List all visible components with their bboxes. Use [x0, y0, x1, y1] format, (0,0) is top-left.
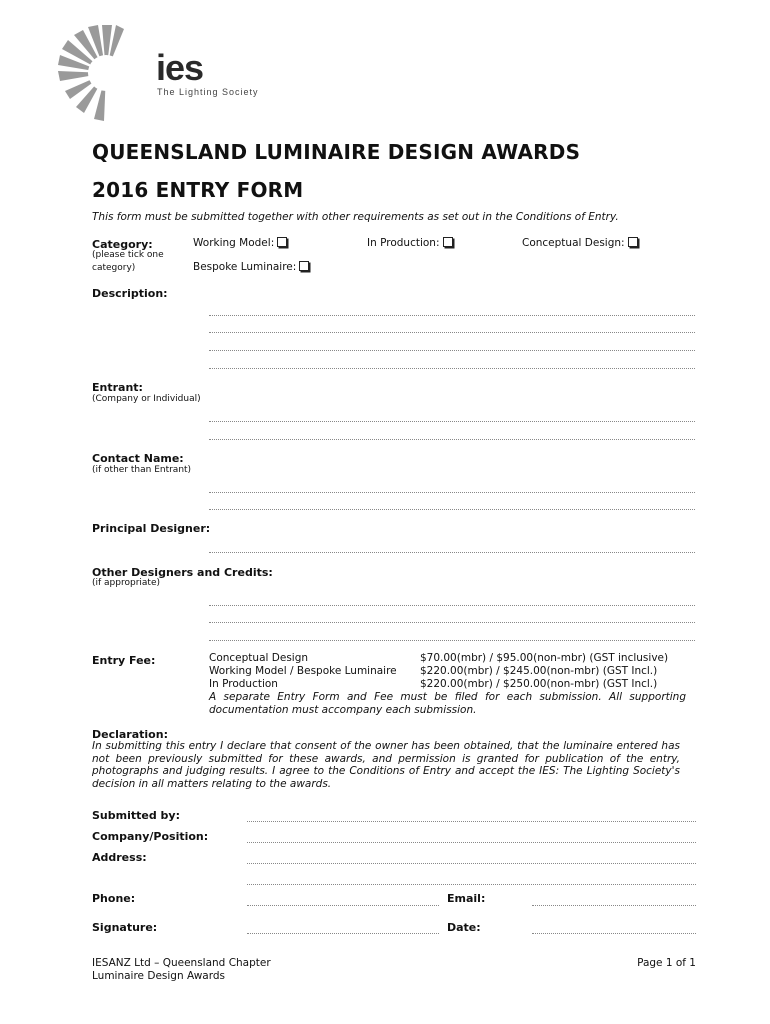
email-label: Email: [447, 892, 486, 905]
other-designers-line-1[interactable] [209, 605, 695, 606]
contact-line-2[interactable] [209, 509, 695, 510]
option-label: Bespoke Luminaire: [193, 261, 297, 273]
description-line-3[interactable] [209, 350, 695, 351]
phone-label: Phone: [92, 892, 136, 905]
title-line1: QUEENSLAND LUMINAIRE DESIGN AWARDS [92, 140, 581, 164]
checkbox-in-production[interactable] [443, 237, 453, 247]
other-designers-hint: (if appropriate) [92, 578, 160, 588]
declaration-text: In submitting this entry I declare that consent of the owner has been obtained, that the luminaire entered has not been previously submitted for these awards, and permission is granted for publication of the entry, photographs and judging results. I agree to the Conditions of Entry and accept the IES: The Lighting Society's decision in all matters relating to the awards. [92, 740, 680, 790]
other-designers-line-2[interactable] [209, 622, 695, 623]
other-designers-label: Other Designers and Credits: [92, 566, 273, 579]
address-line-1[interactable] [247, 863, 696, 864]
contact-label: Contact Name: [92, 452, 184, 465]
category-hint-2: category) [92, 263, 136, 273]
fee-note: A separate Entry Form and Fee must be filed for each submission. All supporting documentation must accompany each submission. [209, 691, 686, 716]
email-line[interactable] [532, 905, 696, 906]
address-label: Address: [92, 851, 147, 864]
category-label: Category: [92, 238, 153, 251]
fee-type: Working Model / Bespoke Luminaire [209, 665, 397, 677]
checkbox-bespoke-luminaire[interactable] [299, 261, 309, 271]
ies-logo [58, 25, 278, 120]
entry-fee-label: Entry Fee: [92, 654, 156, 667]
option-bespoke-luminaire[interactable] [193, 261, 309, 273]
fee-type: Conceptual Design [209, 652, 309, 664]
fee-price: $220.00(mbr) / $245.00(non-mbr) (GST Incl.) [420, 665, 658, 677]
page-number: Page 1 of 1 [637, 957, 696, 969]
date-line[interactable] [532, 933, 696, 934]
other-designers-line-3[interactable] [209, 640, 695, 641]
contact-hint: (if other than Entrant) [92, 465, 192, 475]
checkbox-conceptual-design[interactable] [628, 237, 638, 247]
description-line-4[interactable] [209, 368, 695, 369]
option-label: Working Model: [193, 237, 275, 249]
company-position-label: Company/Position: [92, 830, 209, 843]
principal-designer-label: Principal Designer: [92, 522, 211, 535]
option-in-production[interactable] [367, 237, 453, 249]
fee-price: $70.00(mbr) / $95.00(non-mbr) (GST inclusive) [420, 652, 669, 664]
description-line-2[interactable] [209, 332, 695, 333]
entrant-line-1[interactable] [209, 421, 695, 422]
submitted-by-line[interactable] [247, 821, 696, 822]
entrant-hint: (Company or Individual) [92, 394, 201, 404]
title-line2: 2016 ENTRY FORM [92, 178, 304, 202]
fee-type: In Production [209, 678, 278, 690]
company-position-line[interactable] [247, 842, 696, 843]
signature-line[interactable] [247, 933, 439, 934]
option-label: In Production: [367, 237, 440, 249]
entrant-label: Entrant: [92, 381, 143, 394]
description-line-1[interactable] [209, 315, 695, 316]
address-line-2[interactable] [247, 884, 696, 885]
option-working-model[interactable] [193, 237, 287, 249]
description-label: Description: [92, 287, 168, 300]
signature-label: Signature: [92, 921, 158, 934]
contact-line-1[interactable] [209, 492, 695, 493]
principal-designer-line[interactable] [209, 552, 695, 553]
fee-price: $220.00(mbr) / $250.00(non-mbr) (GST Incl.) [420, 678, 658, 690]
phone-line[interactable] [247, 905, 439, 906]
footer-line-2: Luminaire Design Awards [92, 970, 225, 982]
logo-name: ies [156, 47, 204, 88]
checkbox-working-model[interactable] [277, 237, 287, 247]
intro-text: This form must be submitted together with other requirements as set out in the Conditions of Entry. [92, 211, 619, 223]
date-label: Date: [447, 921, 481, 934]
declaration-label: Declaration: [92, 728, 168, 741]
footer-line-1: IESANZ Ltd – Queensland Chapter [92, 957, 271, 969]
sunburst-icon [58, 25, 154, 121]
option-conceptual-design[interactable] [522, 237, 638, 249]
entrant-line-2[interactable] [209, 439, 695, 440]
submitted-by-label: Submitted by: [92, 809, 180, 822]
category-hint-1: (please tick one [92, 250, 164, 260]
logo-tagline: The Lighting Society [157, 87, 259, 97]
option-label: Conceptual Design: [522, 237, 625, 249]
